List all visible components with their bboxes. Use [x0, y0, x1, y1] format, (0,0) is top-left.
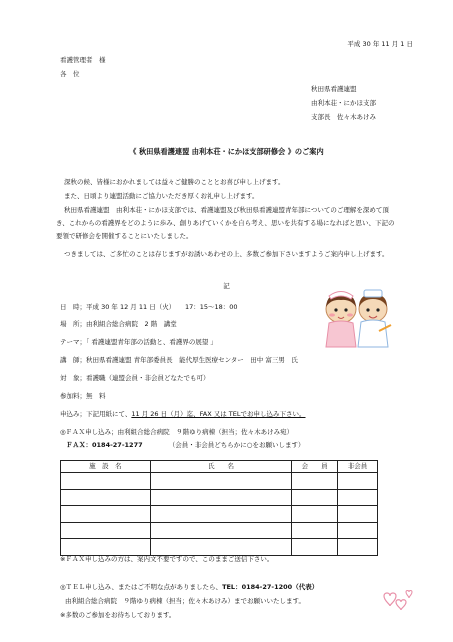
tel-line — [60, 583, 318, 591]
non-member-cell[interactable] — [338, 522, 378, 539]
facility-name-header: 施 設 名 — [61, 461, 151, 473]
heart-decoration-icon — [376, 586, 420, 614]
facility-name-cell[interactable] — [61, 473, 151, 490]
event-lecturer: 講 師；秋田県看護連盟 青年部委員長 能代厚生医療センター 田中 富三男 氏 — [60, 356, 298, 364]
ki-heading: 記 — [223, 282, 230, 290]
fax-number: ＦＡＸ：0184-27-1277 — [66, 441, 143, 449]
registration-table — [60, 460, 378, 556]
event-target: 対 象；看護職（連盟会員・非会員どなたでも可） — [60, 374, 210, 382]
tel-prefix: ◎ＴＥＬ申し込み、またはご不明な点がありましたら、 — [60, 583, 223, 591]
member-cell[interactable] — [292, 506, 338, 523]
event-datetime: 日 時；平成 30 年 12 月 11 日（火） 17：15～18：00 — [60, 303, 238, 311]
closing-note: ※多数のご参加をお待ちしております。 — [60, 611, 176, 619]
thanks-paragraph: また、日頃より連盟活動にご協力いただき厚くお礼申し上げます。 — [64, 192, 259, 200]
invitation-paragraph: つきましては、ご多忙のことは存じますがお誘いあわせの上、多数ご参加下さいますようご案内申し上げます。 — [64, 250, 389, 258]
sender-branch: 由利本荘・にかほ支部 — [311, 99, 376, 107]
registration-table-header — [61, 461, 378, 473]
non-member-cell[interactable] — [338, 539, 378, 556]
member-cell[interactable] — [292, 473, 338, 490]
document-title: 《 秋田県看護連盟 由利本荘・にかほ支部研修会 》のご案内 — [129, 147, 324, 156]
member-cell[interactable] — [292, 489, 338, 506]
member-cell[interactable] — [292, 539, 338, 556]
event-fee: 参加料；無 料 — [60, 392, 106, 400]
purpose-paragraph: 秋田県看護連盟 由利本荘・にかほ支部では、看護連盟及び秋田県看護連盟青年部についてのご理解を深めて頂き、これからの看護界をどのように歩み、創りあげていくかを自ら考え、思いを共有する場になればと思い、下記の要領で研修会を開催することにいたしました。 — [56, 206, 395, 240]
non-member-header: 非会員 — [338, 461, 378, 473]
person-name-cell[interactable] — [150, 506, 292, 523]
application-suffix: でお申し込み下さい。 — [240, 410, 306, 418]
event-venue: 場 所；由利組合総合病院 2 階 講堂 — [60, 320, 177, 328]
recipient-line-1: 看護管理者 様 — [60, 56, 106, 64]
greeting-paragraph: 深秋の候、皆様におかれましては益々ご健勝のこととお喜び申し上げます。 — [64, 178, 285, 186]
application-deadline: 11 月 26 日（月）迄、FAX 又は TEL — [131, 410, 241, 418]
tel-contact: 由利組合総合病院 ９階ゆり病棟（担当；佐々木あけみ）までお願いいたします。 — [65, 597, 305, 605]
table-row — [61, 539, 378, 556]
fax-number-line — [66, 441, 304, 449]
facility-name-cell[interactable] — [61, 506, 151, 523]
person-name-cell[interactable] — [150, 539, 292, 556]
non-member-cell[interactable] — [338, 489, 378, 506]
table-row — [61, 506, 378, 523]
recipient-line-2: 各 位 — [60, 70, 80, 78]
sender-organization: 秋田県看護連盟 — [311, 85, 357, 93]
nurse-mascot-illustration — [313, 287, 399, 351]
person-name-cell[interactable] — [150, 522, 292, 539]
tel-number: TEL：0184-27-1200（代表） — [222, 583, 319, 591]
facility-name-cell[interactable] — [61, 489, 151, 506]
table-row — [61, 489, 378, 506]
application-instructions — [60, 410, 306, 418]
membership-circle-note: （会員・非会員どちらかに○をお願いします） — [168, 441, 305, 449]
table-row — [61, 473, 378, 490]
person-name-cell[interactable] — [150, 489, 292, 506]
application-prefix: 申込み；下記用紙にて、 — [60, 410, 132, 418]
facility-name-cell[interactable] — [61, 539, 151, 556]
event-theme: テーマ；「 看護連盟青年部の活動と、看護界の展望 」 — [60, 338, 217, 346]
member-header: 会 員 — [292, 461, 338, 473]
non-member-cell[interactable] — [338, 506, 378, 523]
member-cell[interactable] — [292, 522, 338, 539]
facility-name-cell[interactable] — [61, 522, 151, 539]
fax-note: ※ＦＡＸ申し込みの方は、案内文不要ですので、このままご送信下さい。 — [60, 555, 274, 563]
person-name-cell[interactable] — [150, 473, 292, 490]
table-row — [61, 522, 378, 539]
fax-destination: ◎ＦＡＸ申し込み；由利組合総合病院 ９階ゆり病棟（担当；佐々木あけみ宛） — [60, 428, 294, 436]
non-member-cell[interactable] — [338, 473, 378, 490]
sender-name: 支部長 佐々木あけみ — [311, 113, 376, 121]
document-date: 平成 30 年 11 月 1 日 — [347, 40, 413, 48]
person-name-header: 氏 名 — [150, 461, 292, 473]
